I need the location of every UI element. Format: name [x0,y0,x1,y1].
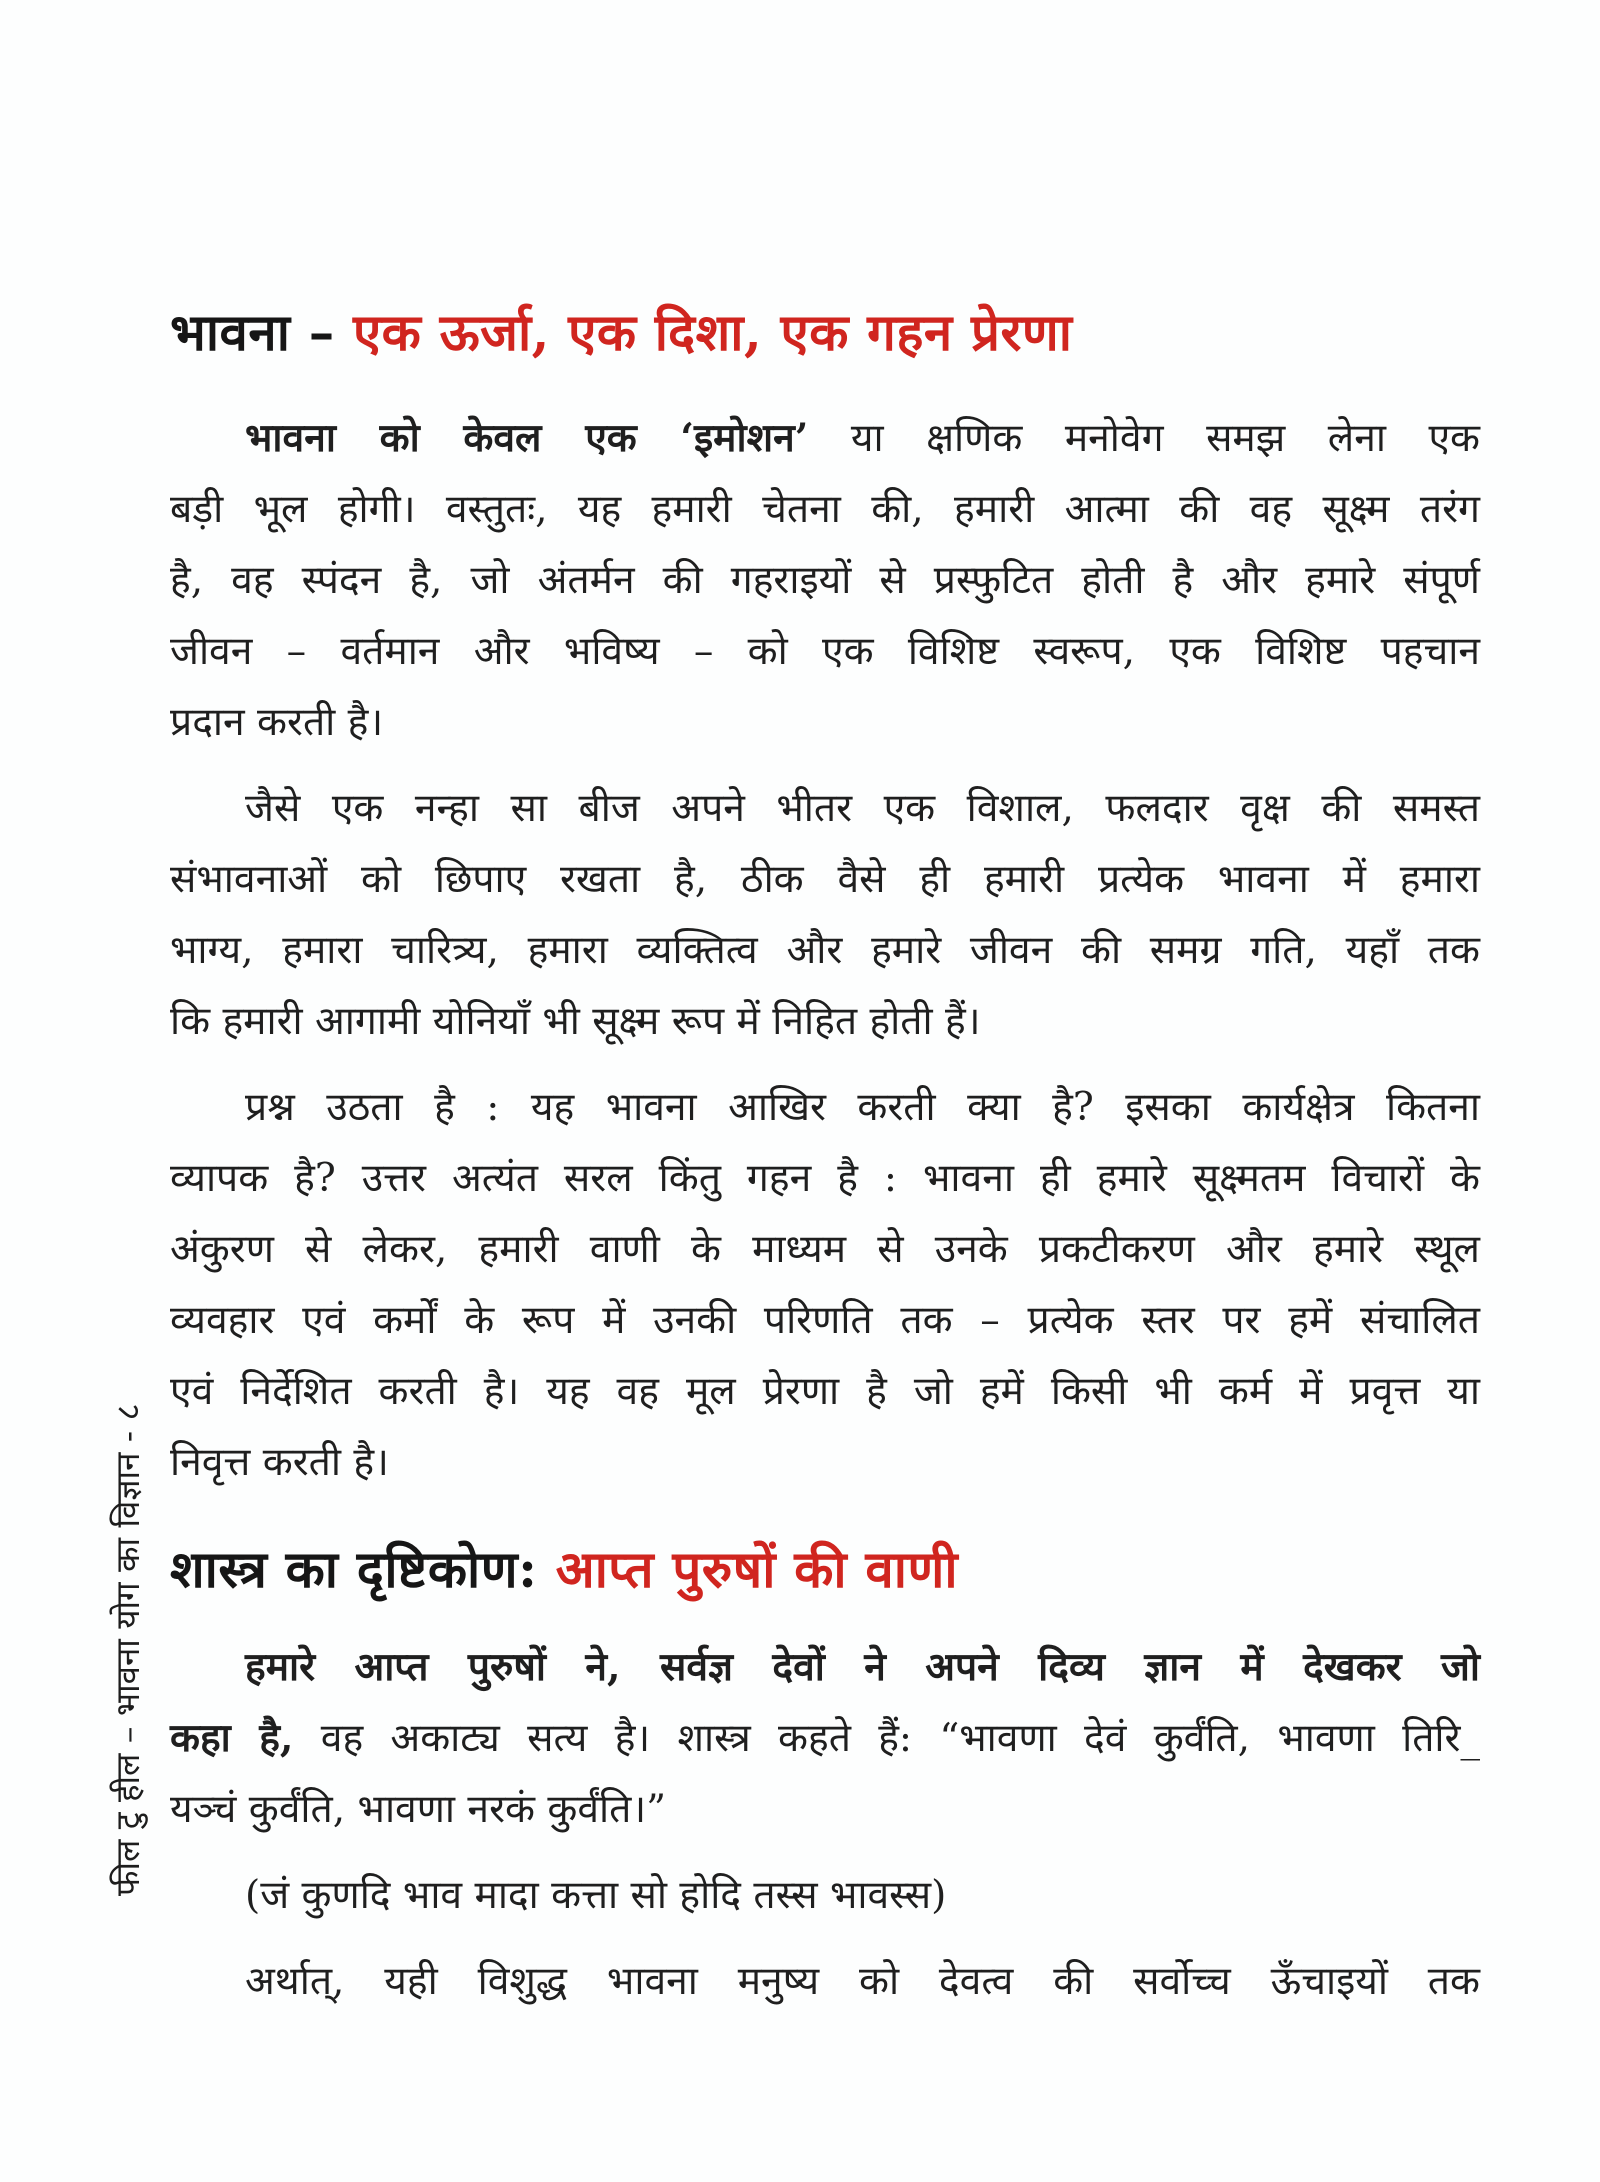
text-line [170,1703,1480,1774]
paragraph [170,1632,1480,1845]
body-text: प्रदान करती है। [170,700,384,745]
heading-accent-text: एक ऊर्जा, एक दिशा, एक गहन प्रेरणा [352,303,1073,363]
text-line [170,687,1480,758]
body-text: यञ्चं कुर्वंति, भावणा नरकं कुर्वंति।” [170,1787,667,1832]
text-line [170,545,1480,616]
text-line [170,1143,1480,1214]
section-heading [170,293,1480,373]
heading-text: भावना – [170,303,353,363]
body-text: प्रश्न उठता है : यह भावना आखिर करती क्या है? इसका कार्यक्षेत्र कितना [245,1085,1480,1130]
bold-text: भावना को केवल एक ‘इमोशन’ [245,415,809,461]
text-line [170,986,1480,1057]
heading-accent-text: आप्त पुरुषों की वाणी [555,1540,959,1600]
text-line [170,1860,1480,1931]
section-heading [170,1530,1480,1610]
article [170,293,1480,2032]
body-text: अंकुरण से लेकर, हमारी वाणी के माध्यम से उनके प्रकटीकरण और हमारे स्थूल [170,1227,1480,1272]
body-text: या क्षणिक मनोवेग समझ लेना एक [808,416,1480,461]
text-line [170,1774,1480,1845]
text-line [170,1632,1480,1703]
body-text: व्यवहार एवं कर्मों के रूप में उनकी परिणति तक – प्रत्येक स्तर पर हमें संचालित [170,1298,1480,1343]
paragraph [170,1946,1480,2017]
text-line [170,1285,1480,1356]
bold-text: कहा है, [170,1715,294,1761]
body-text: भाग्य, हमारा चारित्र्य, हमारा व्यक्तित्व और हमारे जीवन की समग्र गति, यहाँ तक [170,928,1480,973]
text-line [170,915,1480,986]
paragraph [170,773,1480,1057]
body-text: व्यापक है? उत्तर अत्यंत सरल किंतु गहन है : भावना ही हमारे सूक्ष्मतम विचारों के [170,1156,1480,1201]
text-line [170,1356,1480,1427]
paragraph [170,1072,1480,1498]
paragraph [170,403,1480,758]
body-text: संभावनाओं को छिपाए रखता है, ठीक वैसे ही हमारी प्रत्येक भावना में हमारा [170,857,1480,902]
text-line [170,616,1480,687]
body-text: एवं निर्देशित करती है। यह वह मूल प्रेरणा है जो हमें किसी भी कर्म में प्रवृत्त या [170,1369,1480,1414]
text-line [170,1946,1480,2017]
text-line [170,474,1480,545]
text-line [170,1072,1480,1143]
body-text: कि हमारी आगामी योनियाँ भी सूक्ष्म रूप में निहित होती हैं। [170,999,981,1044]
text-line [170,403,1480,474]
text-line [170,1427,1480,1498]
body-text: बड़ी भूल होगी। वस्तुतः, यह हमारी चेतना की, हमारी आत्मा की वह सूक्ष्म तरंग [170,487,1480,532]
body-text: निवृत्त करती है। [170,1440,389,1485]
body-text: है, वह स्पंदन है, जो अंतर्मन की गहराइयों से प्रस्फुटित होती है और हमारे संपूर्ण [170,558,1480,603]
body-text: अर्थात्, यही विशुद्ध भावना मनुष्य को देवत्व की सर्वोच्च ऊँचाइयों तक [245,1959,1480,2004]
vertical-running-title: फील टु हील – भावना योग का विज्ञान - ८ [108,1403,147,1896]
text-line [170,844,1480,915]
body-text: वह अकाट्य सत्य है। शास्त्र कहते हैं: “भावणा देवं कुर्वंति, भावणा तिरि_ [293,1716,1480,1761]
paragraph [170,1860,1480,1931]
bold-text: हमारे आप्त पुरुषों ने, सर्वज्ञ देवों ने अपने दिव्य ज्ञान में देखकर जो [245,1644,1480,1690]
body-text: जीवन – वर्तमान और भविष्य – को एक विशिष्ट स्वरूप, एक विशिष्ट पहचान [170,629,1480,674]
text-line [170,773,1480,844]
body-text: (जं कुणदि भाव मादा कत्ता सो होदि तस्स भावस्स) [245,1873,947,1918]
heading-text: शास्त्र का दृष्टिकोण: [170,1540,556,1600]
body-text: जैसे एक नन्हा सा बीज अपने भीतर एक विशाल, फलदार वृक्ष की समस्त [245,786,1480,831]
text-line [170,1214,1480,1285]
